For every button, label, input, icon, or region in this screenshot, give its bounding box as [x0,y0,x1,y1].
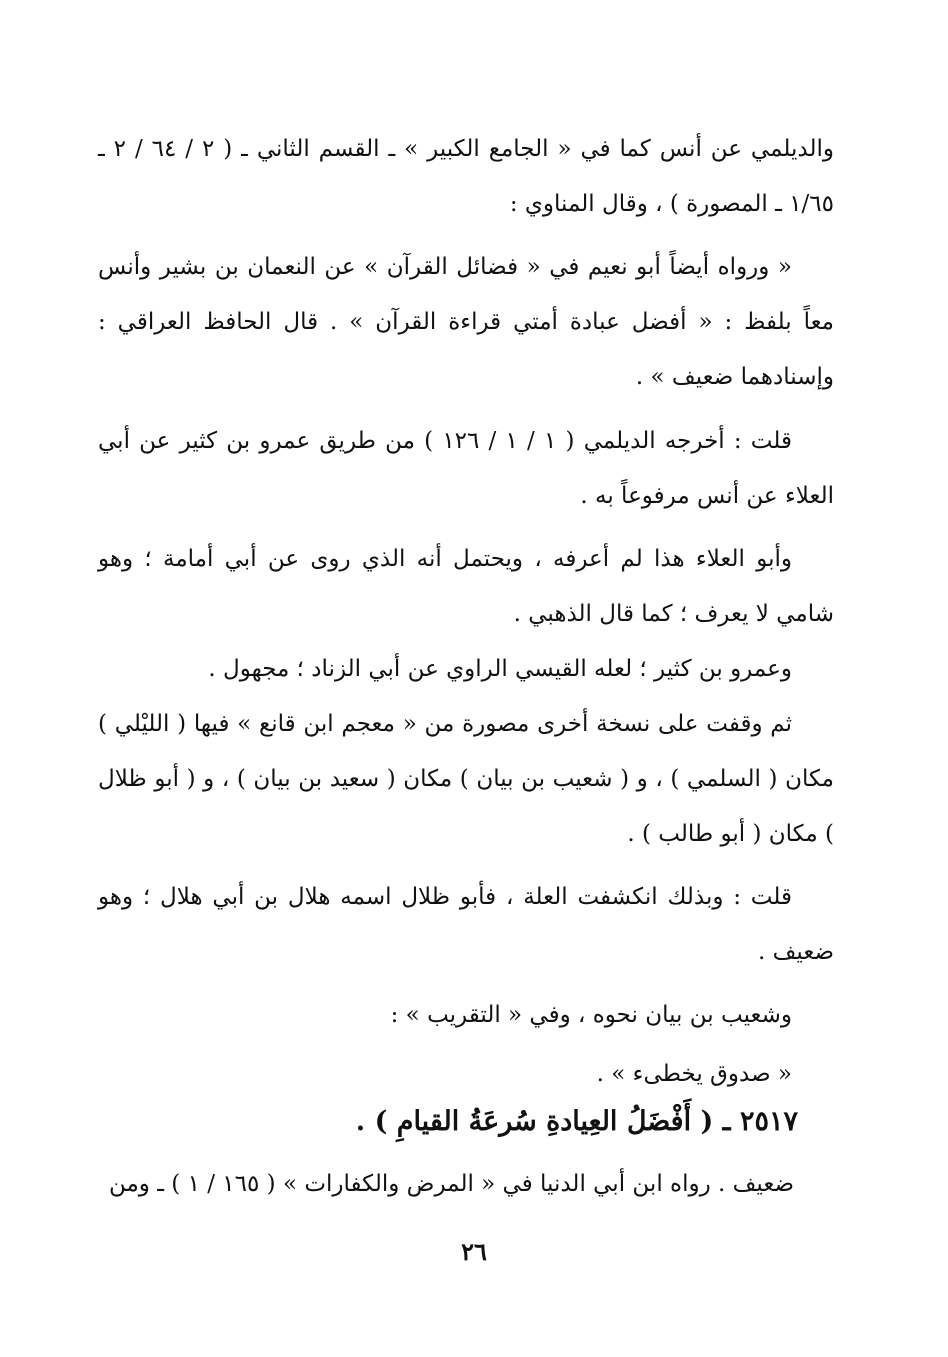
paragraph-4: وأبو العلاء هذا لم أعرفه ، ويحتمل أنه الذي روى عن أبي أمامة ؛ وهو شامي لا يعرف ؛ كما قال الذهبي . [98,546,834,627]
hadith-heading [98,1100,798,1144]
paragraph-3: قلت : أخرجه الديلمي ( ١ / ١ / ١٢٦ ) من طريق عمرو بن كثير عن أبي العلاء عن أنس مرفوعاً به . [98,428,834,509]
paragraph-1: والديلمي عن أنس كما في « الجامع الكبير » ـ القسم الثاني ـ ( ٢ / ٦٤ / ٢ ـ ١/٦٥ ـ المصورة ) ، وقال المناوي : [98,136,834,217]
main-text [98,122,834,1102]
paragraph-6: ثم وقفت على نسخة أخرى مصورة من « معجم ابن قانع » فيها ( الليْلي ) مكان ( السلمي ) ، و ( شعيب بن بيان ) مكان ( سعيد بن بيان ) ، و ( أبو ظلال ) مكان ( أبو طالب ) . [98,711,834,847]
paragraph-7: قلت : وبذلك انكشفت العلة ، فأبو ظلال اسمه هلال بن أبي هلال ؛ وهو ضعيف . [98,884,834,965]
last-paragraph: ضعيف . رواه ابن أبي الدنيا في « المرض والكفارات » ( ١٦٥ / ١ ) ـ ومن [108,1171,794,1197]
hadith-number: ٢٥١٧ ـ [722,1106,798,1137]
hadith-title: ( أَفْضَلُ العِيادةِ سُرعَةُ القيامِ ) . [355,1106,714,1137]
paragraph-9: « صدوق يخطىء » . [596,1061,792,1087]
page-number: ٢٦ [461,1237,487,1266]
paragraph-5: وعمرو بن كثير ؛ لعله القيسي الراوي عن أبي الزناد ؛ مجهول . [208,656,792,682]
paragraph-2: « ورواه أيضاً أبو نعيم في « فضائل القرآن » عن النعمان بن بشير وأنس معاً بلفظ : « أفضل عبادة أمتي قراءة القرآن » . قال الحافظ العراقي : وإسنادهما ضعيف » . [98,254,834,390]
paragraph-8: وشعيب بن بيان نحوه ، وفي « التقريب » : [390,1002,792,1028]
